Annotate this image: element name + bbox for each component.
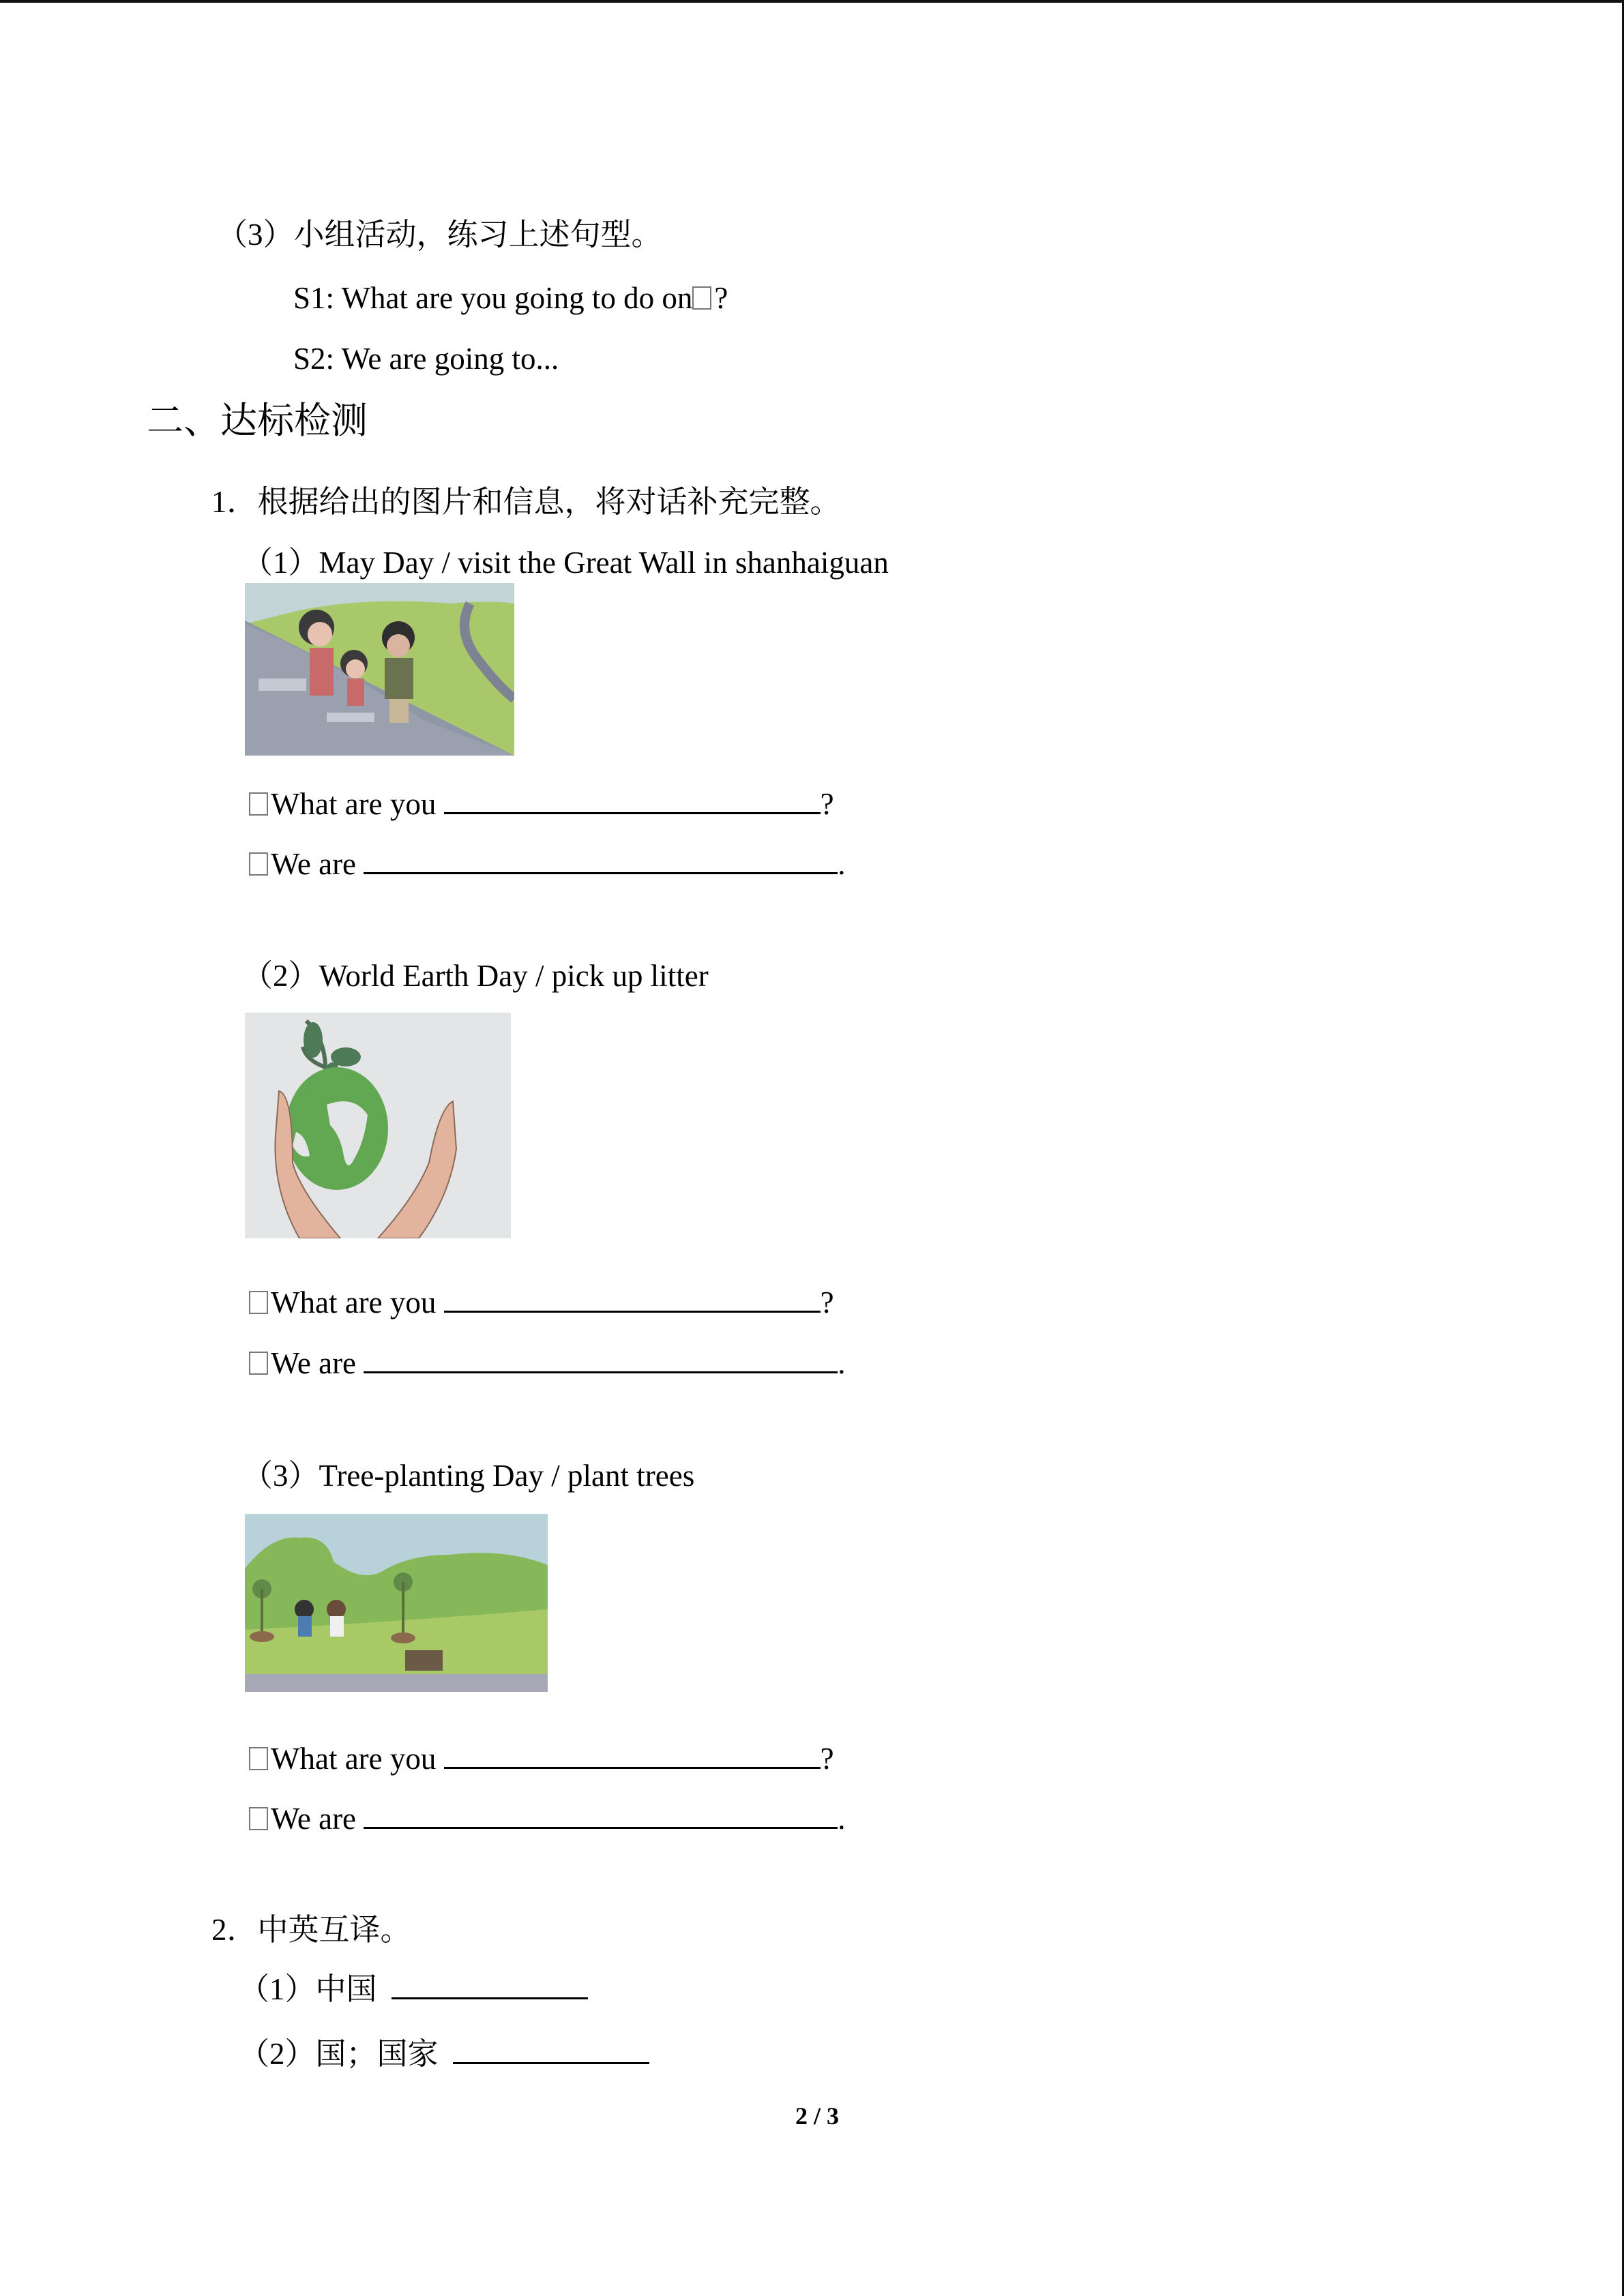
placeholder-box-icon <box>249 1352 268 1375</box>
great-wall-image <box>245 583 514 756</box>
q2-title: 2．中英互译。 <box>211 1913 411 1947</box>
q1-item1-label: （1）May Day / visit the Great Wall in shanhaiguan <box>242 546 889 580</box>
section-title: 二、达标检测 <box>147 400 368 441</box>
answer-blank-input[interactable] <box>364 1798 838 1829</box>
q1-item1-question <box>249 783 834 820</box>
answer-prefix: We are <box>271 1345 357 1380</box>
answer-prefix: We are <box>271 846 357 881</box>
q1-item2-label: （2）World Earth Day / pick up litter <box>242 959 709 993</box>
placeholder-box-icon <box>249 1291 268 1314</box>
activity-s1 <box>293 283 728 314</box>
page-number: 2 / 3 <box>795 2102 840 2130</box>
translation-blank-input[interactable] <box>453 2033 649 2064</box>
placeholder-box-icon <box>249 1747 268 1770</box>
s1-end: ? <box>714 281 728 315</box>
question-blank-input[interactable] <box>444 783 821 814</box>
activity-s2: S2: We are going to... <box>293 342 559 376</box>
question-prefix: What are you <box>271 1285 437 1320</box>
question-mark: ? <box>820 786 834 821</box>
answer-blank-input[interactable] <box>364 843 838 874</box>
tree-planting-image <box>245 1514 548 1692</box>
placeholder-box-icon <box>249 1807 268 1830</box>
question-blank-input[interactable] <box>444 1738 821 1769</box>
q1-item2-question <box>249 1281 834 1318</box>
question-blank-input[interactable] <box>444 1281 821 1313</box>
q2-item2 <box>239 2033 649 2070</box>
period: . <box>838 1801 846 1836</box>
translation-blank-input[interactable] <box>392 1968 588 1999</box>
answer-prefix: We are <box>271 1801 357 1836</box>
s1-text: S1: What are you going to do on <box>293 281 693 315</box>
question-mark: ? <box>820 1285 834 1320</box>
placeholder-box-icon <box>249 792 268 816</box>
earth-in-hands-image <box>245 1013 511 1238</box>
q1-item3-label: （3）Tree-planting Day / plant trees <box>242 1459 695 1493</box>
question-prefix: What are you <box>271 1741 437 1776</box>
question-mark: ? <box>820 1741 834 1776</box>
placeholder-box-icon <box>249 852 268 876</box>
q1-item2-answer <box>249 1342 846 1379</box>
q2-item1 <box>239 1968 588 2005</box>
period: . <box>838 846 846 881</box>
q2-item2-label: （2）国；国家 <box>239 2036 439 2071</box>
page-border-top <box>0 0 1624 3</box>
placeholder-box-icon <box>692 286 711 310</box>
q1-item1-answer <box>249 843 846 880</box>
period: . <box>838 1345 846 1380</box>
q2-item1-label: （1）中国 <box>239 1971 377 2006</box>
q1-item3-question <box>249 1738 834 1774</box>
activity-label: （3）小组活动，练习上述句型。 <box>217 218 662 252</box>
q1-item3-answer <box>249 1798 846 1834</box>
q1-title: 1．根据给出的图片和信息，将对话补充完整。 <box>211 485 841 519</box>
question-prefix: What are you <box>271 786 437 821</box>
answer-blank-input[interactable] <box>364 1342 838 1373</box>
